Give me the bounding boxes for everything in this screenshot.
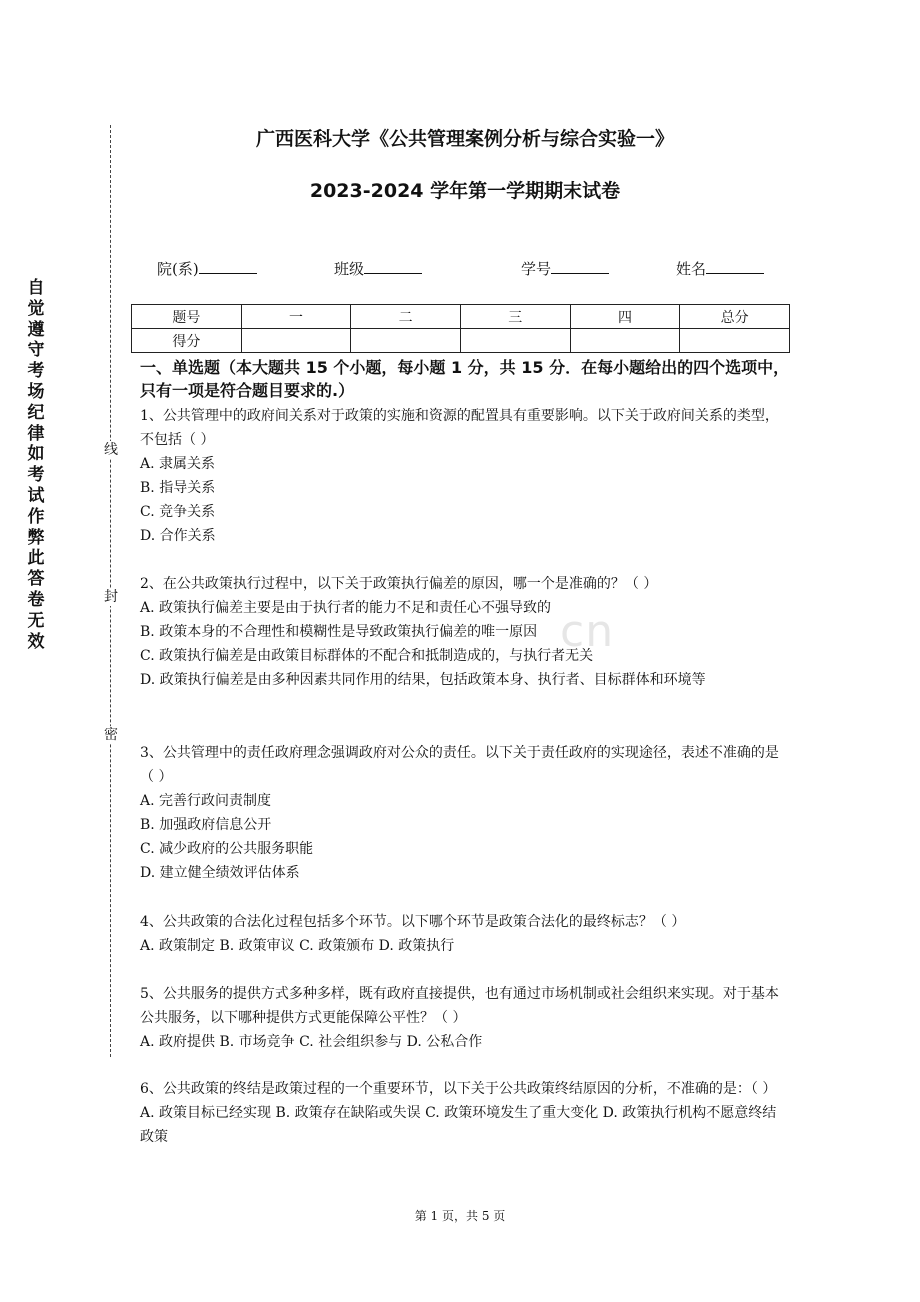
side-notice-char: 如 [27,444,45,465]
score-table-header-row [132,305,790,329]
score-header-cell: 三 [460,305,570,329]
score-header-cell: 总分 [680,305,790,329]
info-class-label: 班级 [334,260,365,278]
side-notice-char: 律 [27,423,45,444]
question-option: D. 合作关系 [140,528,216,544]
question-6 [140,1077,785,1149]
binding-char-seal: 封 [104,589,118,605]
side-notice-char: 卷 [27,589,45,610]
info-name-label: 姓名 [676,260,707,278]
side-notice-char: 考 [27,361,45,382]
exam-title: 广西医科大学《公共管理案例分析与综合实验一》 [255,128,674,150]
info-dept-label: 院(系) [157,260,199,278]
question-option: A. 隶属关系 [140,456,216,472]
question-3 [140,741,785,885]
question-stem: 2、在公共政策执行过程中，以下关于政策执行偏差的原因，哪一个是准确的？（ ） [140,576,658,592]
score-table [131,304,790,353]
question-option: D. 政策执行偏差是由多种因素共同作用的结果，包括政策本身、执行者、目标群体和环境等 [140,672,706,688]
info-class-blank[interactable] [364,259,422,274]
info-dept-blank[interactable] [199,259,257,274]
info-name [676,258,764,279]
question-option: A. 政府提供 B. 市场竞争 C. 社会组织参与 D. 公私合作 [140,1034,483,1050]
side-notice-char: 此 [27,548,45,569]
side-notice-char: 觉 [27,298,45,319]
side-notice-char: 答 [27,569,45,590]
question-4 [140,910,785,958]
question-option: A. 政策目标已经实现 B. 政策存在缺陷或失误 C. 政策环境发生了重大变化 D. 政策执行机构不愿意终结政策 [140,1105,777,1145]
side-notice [22,278,50,652]
question-stem: 1、公共管理中的政府间关系对于政策的实施和资源的配置具有重要影响。以下关于政府间关系的类型，不包括（ ） [140,408,779,448]
question-option: C. 政策执行偏差是由政策目标群体的不配合和抵制造成的，与执行者无关 [140,648,594,664]
question-option: B. 加强政府信息公开 [140,817,272,833]
info-class [334,258,422,279]
page-footer: 第 1 页，共 5 页 [414,1209,506,1223]
score-header-cell: 二 [351,305,461,329]
binding-char-secret: 密 [104,727,118,743]
info-student-id [521,258,609,279]
score-header-cell: 一 [241,305,351,329]
score-row-label: 得分 [132,329,242,353]
question-stem: 3、公共管理中的责任政府理念强调政府对公众的责任。以下关于责任政府的实现途径，表述不准确的是（ ） [140,745,779,785]
side-notice-char: 效 [27,631,45,652]
score-cell[interactable] [241,329,351,353]
question-5 [140,982,785,1054]
question-stem: 5、公共服务的提供方式多种多样，既有政府直接提供，也有通过市场机制或社会组织来实现。对于基本公共服务，以下哪种提供方式更能保障公平性？（ ） [140,986,779,1026]
question-stem: 4、公共政策的合法化过程包括多个环节。以下哪个环节是政策合法化的最终标志？（ ） [140,914,686,930]
score-header-cell: 题号 [132,305,242,329]
side-notice-char: 遵 [27,319,45,340]
side-notice-char: 弊 [27,527,45,548]
watermark: cn [560,606,615,657]
info-dept [157,258,257,279]
side-notice-char: 自 [27,278,45,298]
side-notice-char: 考 [27,465,45,486]
side-notice-char: 守 [27,340,45,361]
info-name-blank[interactable] [706,259,764,274]
question-option: D. 建立健全绩效评估体系 [140,865,300,881]
binding-char-line: 线 [104,442,118,458]
section-heading: 一、单选题（本大题共 15 个小题，每小题 1 分，共 15 分．在每小题给出的四个选项中，只有一项是符合题目要求的.） [140,358,790,400]
question-option: C. 减少政府的公共服务职能 [140,841,314,857]
side-notice-char: 作 [27,506,45,527]
question-option: A. 政策制定 B. 政策审议 C. 政策颁布 D. 政策执行 [140,938,455,954]
side-notice-char: 场 [27,381,45,402]
score-cell[interactable] [460,329,570,353]
question-stem: 6、公共政策的终结是政策过程的一个重要环节，以下关于公共政策终结原因的分析，不准确的是：（ ） [140,1081,777,1097]
exam-subtitle: 2023-2024 学年第一学期期末试卷 [309,180,621,202]
score-cell[interactable] [570,329,680,353]
info-student-id-label: 学号 [521,260,552,278]
question-option: B. 指导关系 [140,480,216,496]
question-option: A. 完善行政问责制度 [140,793,272,809]
side-notice-char: 试 [27,485,45,506]
score-cell[interactable] [680,329,790,353]
score-cell[interactable] [351,329,461,353]
side-notice-char: 无 [27,610,45,631]
score-table-score-row [132,329,790,353]
question-1 [140,404,785,548]
question-2 [140,572,785,692]
question-option: C. 竞争关系 [140,504,216,520]
info-student-id-blank[interactable] [551,259,609,274]
question-option: B. 政策本身的不合理性和模糊性是导致政策执行偏差的唯一原因 [140,624,538,640]
question-option: A. 政策执行偏差主要是由于执行者的能力不足和责任心不强导致的 [140,600,552,616]
side-notice-char: 纪 [27,402,45,423]
score-header-cell: 四 [570,305,680,329]
